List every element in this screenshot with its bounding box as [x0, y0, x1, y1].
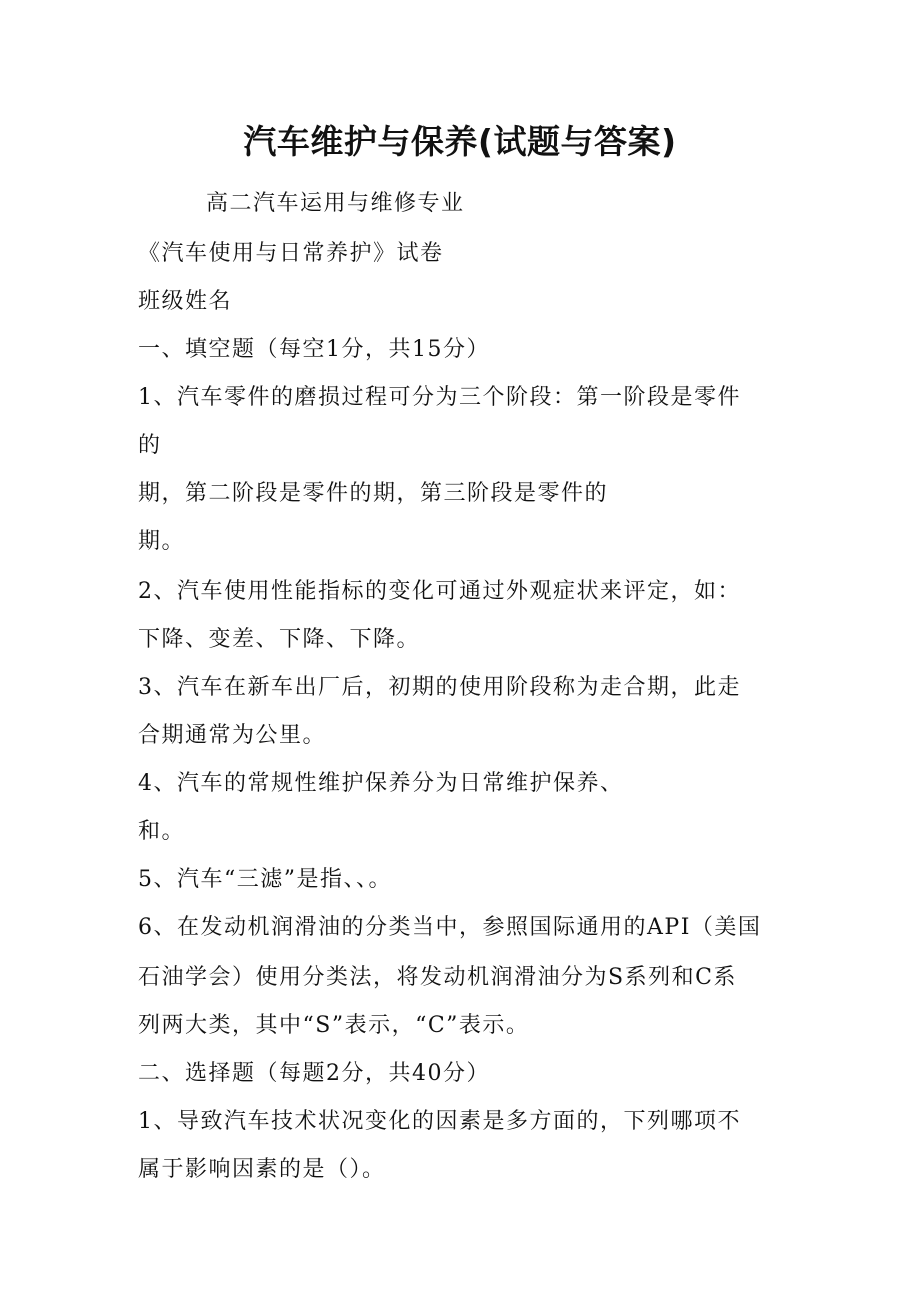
question-line: 5、汽车“三滤”是指、、。 — [138, 867, 392, 892]
question-line: 列两大类，其中“S”表示，“C”表示。 — [138, 1013, 530, 1038]
question-line: 和。 — [138, 819, 186, 844]
document-title: 汽车维护与保养(试题与答案) — [243, 122, 677, 161]
section-heading-multiple-choice: 二、选择题（每题2分，共40分） — [138, 1061, 490, 1086]
question-line: 合期通常为公里。 — [138, 723, 327, 748]
question-line: 下降、变差、下降、下降。 — [138, 627, 421, 652]
question-line: 4、汽车的常规性维护保养分为日常维护保养、 — [138, 771, 624, 796]
question-line: 1、汽车零件的磨损过程可分为三个阶段：第一阶段是零件 — [138, 385, 741, 410]
section-heading-fill-blank: 一、填空题（每空1分，共15分） — [138, 337, 490, 362]
subtitle-major: 高二汽车运用与维修专业 — [206, 191, 465, 216]
question-line: 属于影响因素的是（）。 — [138, 1157, 386, 1182]
question-line: 2、汽车使用性能指标的变化可通过外观症状来评定，如： — [138, 579, 741, 604]
question-line: 期。 — [138, 529, 186, 554]
exam-title: 《汽车使用与日常养护》试卷 — [138, 241, 444, 266]
class-name-line: 班级姓名 — [138, 289, 233, 314]
question-line: 3、汽车在新车出厂后，初期的使用阶段称为走合期，此走 — [138, 675, 741, 700]
question-line: 石油学会）使用分类法，将发动机润滑油分为S系列和C系 — [138, 965, 737, 990]
question-line: 1、导致汽车技术状况变化的因素是多方面的，下列哪项不 — [138, 1109, 741, 1134]
question-line: 期，第二阶段是零件的期，第三阶段是零件的 — [138, 481, 609, 506]
question-line: 6、在发动机润滑油的分类当中，参照国际通用的API（美国 — [138, 915, 762, 940]
question-line: 的 — [138, 433, 162, 458]
